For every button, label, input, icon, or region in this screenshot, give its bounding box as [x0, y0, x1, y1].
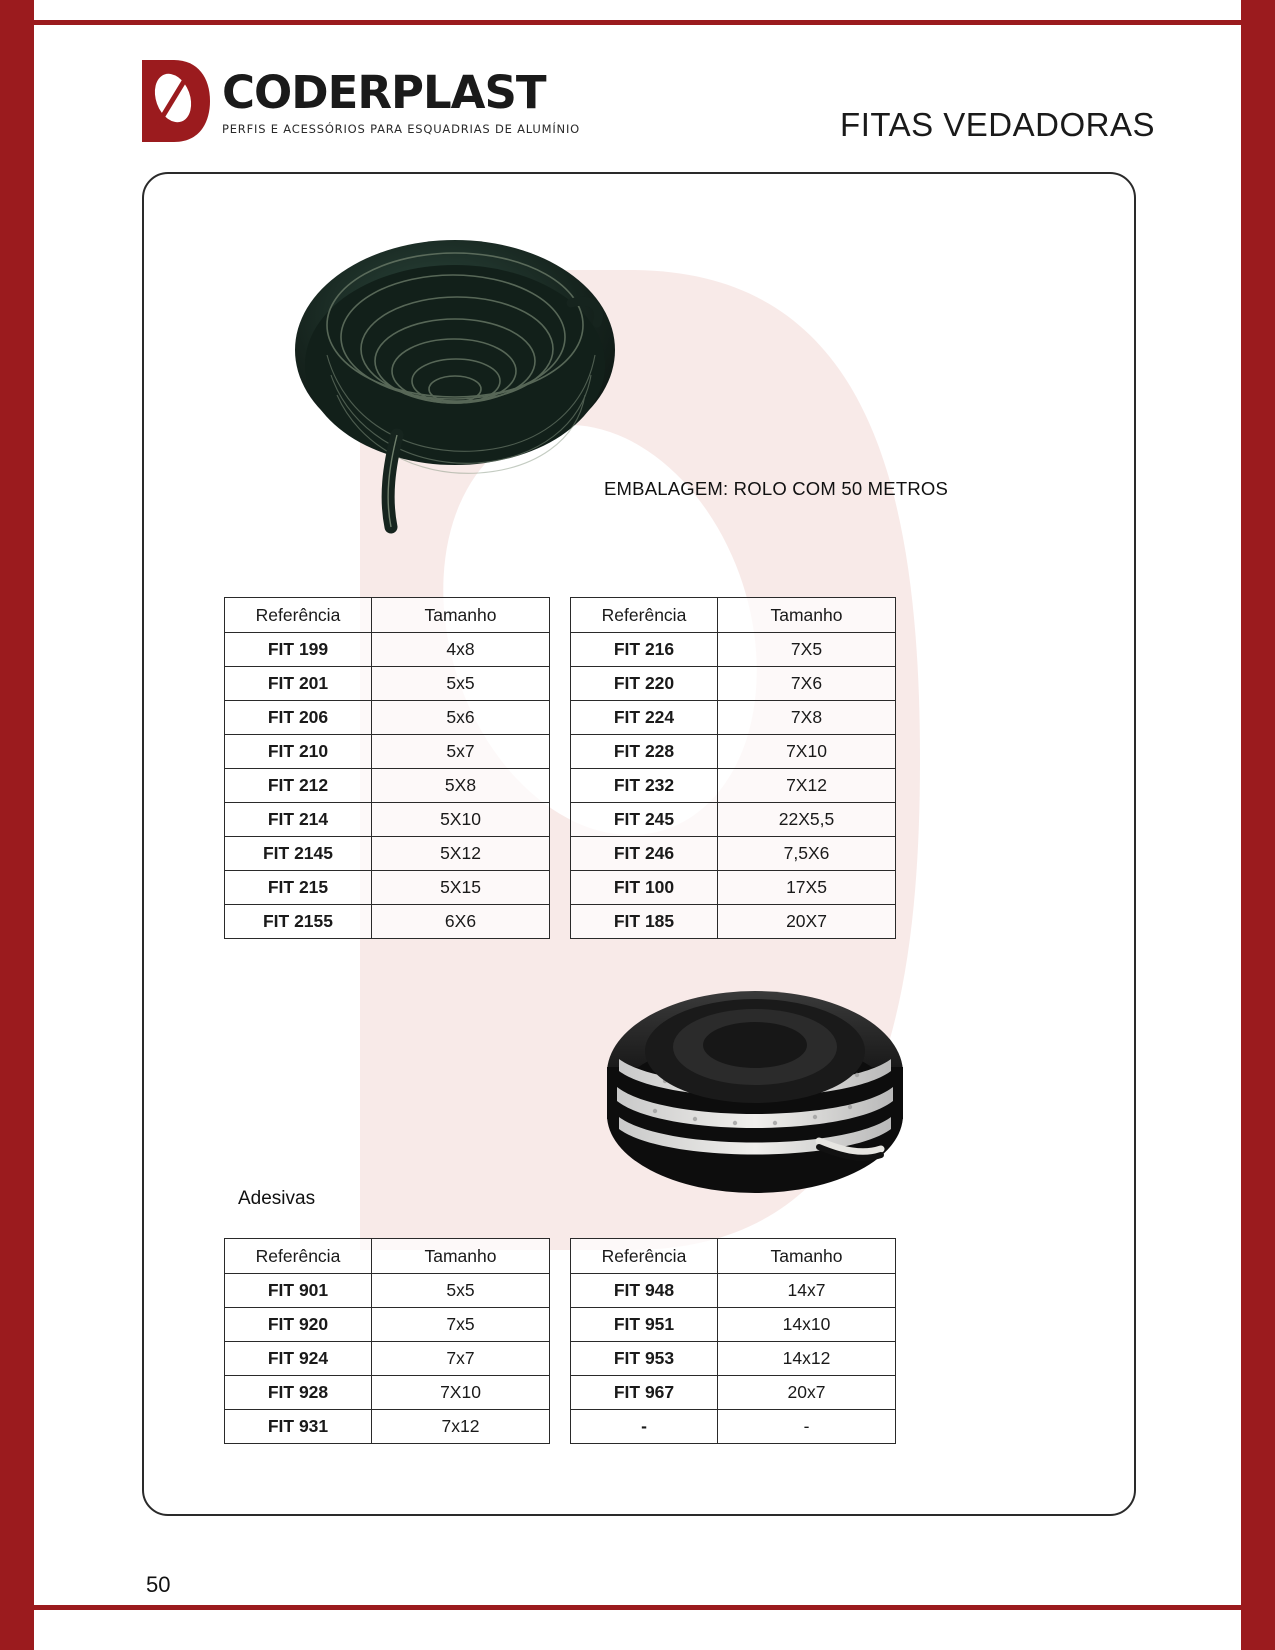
top-red-rule: [34, 20, 1241, 25]
column-header-tamanho: Tamanho: [718, 598, 896, 633]
table-row: [225, 701, 550, 735]
column-header-tamanho: Tamanho: [372, 598, 550, 633]
cell-size: 14x12: [718, 1342, 896, 1376]
cell-reference: FIT 245: [571, 803, 718, 837]
cell-size: 5x7: [372, 735, 550, 769]
table-row: [225, 769, 550, 803]
table-row: [571, 1308, 896, 1342]
table-row: [225, 735, 550, 769]
brand-tagline: PERFIS E ACESSÓRIOS PARA ESQUADRIAS DE ALUMÍNIO: [222, 122, 581, 136]
table-row: [571, 1376, 896, 1410]
table-header-row: [571, 598, 896, 633]
cell-reference: FIT 931: [225, 1410, 372, 1444]
column-header-referencia: Referência: [571, 1239, 718, 1274]
cell-reference: FIT 948: [571, 1274, 718, 1308]
adhesive-section-label: Adesivas: [238, 1188, 316, 1209]
table-row: [571, 871, 896, 905]
cell-size: 7X6: [718, 667, 896, 701]
cell-reference: FIT 100: [571, 871, 718, 905]
table-row: [225, 1376, 550, 1410]
table-row: [225, 905, 550, 939]
cell-reference: FIT 228: [571, 735, 718, 769]
table-row: [571, 1342, 896, 1376]
cell-reference: FIT 2155: [225, 905, 372, 939]
cell-reference: -: [571, 1410, 718, 1444]
cell-size: 14x10: [718, 1308, 896, 1342]
cell-reference: FIT 206: [225, 701, 372, 735]
table-row: [225, 1308, 550, 1342]
cell-size: 20x7: [718, 1376, 896, 1410]
table-row: [225, 1342, 550, 1376]
page-header: [140, 58, 1155, 168]
column-header-tamanho: Tamanho: [718, 1239, 896, 1274]
leaf-mark-icon: [140, 58, 212, 144]
reference-table-1: [224, 597, 550, 939]
column-header-referencia: Referência: [571, 598, 718, 633]
table-row: [571, 1274, 896, 1308]
cell-size: 5X12: [372, 837, 550, 871]
cell-size: 7X8: [718, 701, 896, 735]
brand-name: CODERPLAST: [222, 66, 546, 119]
table-row: [571, 633, 896, 667]
cell-size: 5x6: [372, 701, 550, 735]
table-row: [571, 905, 896, 939]
cell-reference: FIT 210: [225, 735, 372, 769]
cell-size: 7X10: [372, 1376, 550, 1410]
table-row: [225, 1410, 550, 1444]
cell-reference: FIT 920: [225, 1308, 372, 1342]
table-row: [225, 667, 550, 701]
table-row: [571, 803, 896, 837]
packaging-note: EMBALAGEM: ROLO COM 50 METROS: [604, 478, 949, 499]
cell-reference: FIT 214: [225, 803, 372, 837]
cell-size: 5X10: [372, 803, 550, 837]
cell-size: 7x7: [372, 1342, 550, 1376]
cell-size: 7X12: [718, 769, 896, 803]
table-row: [571, 735, 896, 769]
cell-size: 17X5: [718, 871, 896, 905]
cell-size: 4x8: [372, 633, 550, 667]
cell-size: 5X8: [372, 769, 550, 803]
cell-size: 7X5: [718, 633, 896, 667]
table-row: [571, 1410, 896, 1444]
cell-reference: FIT 220: [571, 667, 718, 701]
left-red-bar: [0, 0, 34, 1650]
reference-table-2: [570, 597, 896, 939]
table-row: [571, 837, 896, 871]
cell-reference: FIT 967: [571, 1376, 718, 1410]
cell-reference: FIT 246: [571, 837, 718, 871]
cell-size: 7X10: [718, 735, 896, 769]
reference-table-3-adhesive: [224, 1238, 550, 1444]
cell-reference: FIT 2145: [225, 837, 372, 871]
table-row: [225, 837, 550, 871]
column-header-tamanho: Tamanho: [372, 1239, 550, 1274]
product-photo-adhesive-seal: [595, 955, 915, 1200]
table-row: [225, 633, 550, 667]
cell-reference: FIT 928: [225, 1376, 372, 1410]
table-row: [225, 1274, 550, 1308]
column-header-referencia: Referência: [225, 598, 372, 633]
table-header-row: [225, 598, 550, 633]
cell-size: 7,5X6: [718, 837, 896, 871]
cell-reference: FIT 215: [225, 871, 372, 905]
page-number: 50: [146, 1572, 171, 1597]
cell-reference: FIT 924: [225, 1342, 372, 1376]
cell-size: 22X5,5: [718, 803, 896, 837]
product-photo-green-seal: [285, 205, 635, 535]
table-row: [571, 667, 896, 701]
table-header-row: [571, 1239, 896, 1274]
reference-table-4-adhesive: [570, 1238, 896, 1444]
right-red-bar: [1241, 0, 1275, 1650]
table-row: [225, 803, 550, 837]
cell-size: 5x5: [372, 667, 550, 701]
bottom-red-rule: [34, 1605, 1241, 1610]
cell-size: 6X6: [372, 905, 550, 939]
brand-logo: [140, 58, 580, 144]
cell-reference: FIT 201: [225, 667, 372, 701]
cell-reference: FIT 212: [225, 769, 372, 803]
cell-size: -: [718, 1410, 896, 1444]
page-title: FITAS VEDADORAS: [840, 106, 1155, 143]
cell-reference: FIT 232: [571, 769, 718, 803]
table-row: [225, 871, 550, 905]
cell-size: 14x7: [718, 1274, 896, 1308]
cell-reference: FIT 185: [571, 905, 718, 939]
cell-size: 20X7: [718, 905, 896, 939]
cell-size: 5X15: [372, 871, 550, 905]
cell-reference: FIT 216: [571, 633, 718, 667]
cell-reference: FIT 224: [571, 701, 718, 735]
column-header-referencia: Referência: [225, 1239, 372, 1274]
cell-size: 7x12: [372, 1410, 550, 1444]
table-header-row: [225, 1239, 550, 1274]
cell-reference: FIT 901: [225, 1274, 372, 1308]
table-row: [571, 701, 896, 735]
cell-reference: FIT 951: [571, 1308, 718, 1342]
cell-size: 7x5: [372, 1308, 550, 1342]
cell-reference: FIT 953: [571, 1342, 718, 1376]
table-row: [571, 769, 896, 803]
cell-reference: FIT 199: [225, 633, 372, 667]
cell-size: 5x5: [372, 1274, 550, 1308]
